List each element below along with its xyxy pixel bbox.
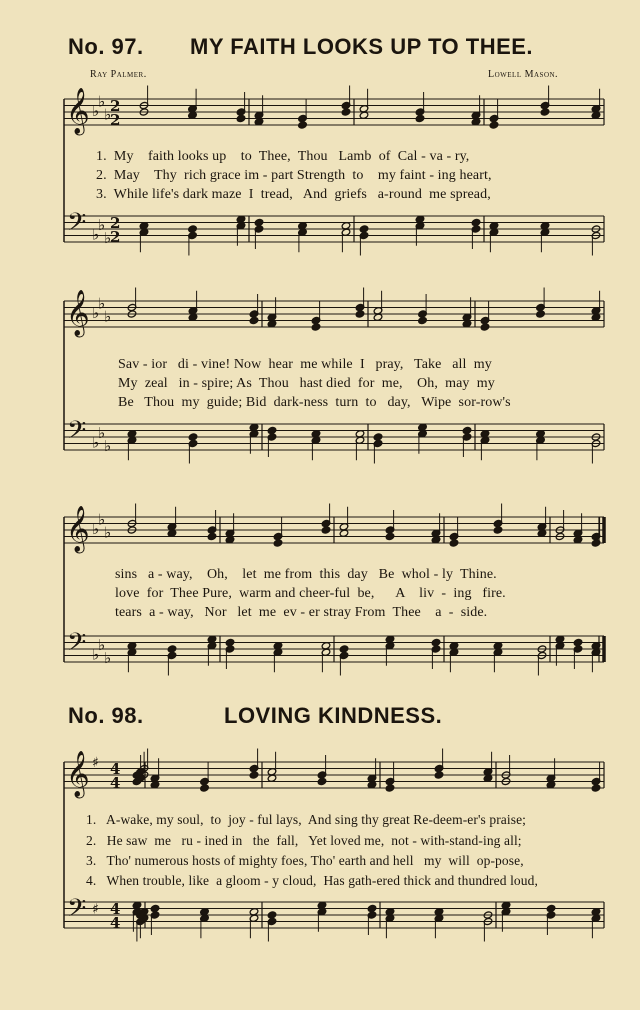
time-sig-bottom: 4 xyxy=(110,774,121,792)
bass-clef: 𝄢 xyxy=(67,416,87,451)
hymn-97-s2-verse-3: Be Thou my guide; Bid dark-ness turn to day, Wipe sor-row's xyxy=(118,395,511,410)
bass-note xyxy=(167,645,177,653)
hymn-97-s2-verse-1: Sav - ior di - vine! Now hear me while I pray, Take all my xyxy=(118,357,492,372)
treble-note xyxy=(132,777,142,785)
treble-note xyxy=(317,777,327,785)
treble-note xyxy=(385,784,395,792)
bass-note xyxy=(546,904,556,912)
bass-note xyxy=(462,426,472,434)
treble-note xyxy=(434,771,444,779)
bass-note xyxy=(267,426,277,434)
flat-sign: ♭ xyxy=(92,304,100,322)
time-sig-bottom: 2 xyxy=(110,111,121,129)
hymn-97-s1-verse-2: 2. May Thy rich grace im - part Strength to my faint - ing heart, xyxy=(96,168,492,183)
flat-sign: ♭ xyxy=(92,433,100,452)
hymn-97-s2-verse-2: My zeal in - spire; As Thou hast died for me, Oh, may my xyxy=(118,376,495,391)
hymn-97-composer: Lowell Mason. xyxy=(488,69,559,80)
treble-note xyxy=(249,771,259,779)
flat-sign: ♭ xyxy=(98,635,106,654)
treble-note xyxy=(493,526,503,534)
flat-sign: ♭ xyxy=(92,102,100,120)
time-sig-top: 4 xyxy=(110,760,121,778)
bass-clef: 𝄢 xyxy=(67,208,87,243)
treble-note xyxy=(385,532,395,540)
treble-note xyxy=(249,316,259,324)
treble-note xyxy=(311,323,321,331)
treble-note xyxy=(355,310,365,318)
bass-note xyxy=(359,225,369,233)
treble-note xyxy=(207,532,217,540)
flat-sign: ♭ xyxy=(104,648,112,667)
time-sig-top: 2 xyxy=(110,214,121,232)
bass-note xyxy=(267,911,277,919)
flat-sign: ♭ xyxy=(104,105,112,124)
bass-note xyxy=(339,645,349,653)
bass-note xyxy=(225,638,235,646)
sharp-sign: ♯ xyxy=(92,901,99,918)
treble-note xyxy=(418,316,428,324)
time-sig-top: 2 xyxy=(110,97,121,115)
treble-note xyxy=(273,539,283,547)
treble-note xyxy=(489,121,499,129)
bass-note xyxy=(150,904,160,912)
bass-clef: 𝄢 xyxy=(67,894,87,929)
treble-note xyxy=(591,784,601,792)
hymn-98-number: No. 98. xyxy=(68,703,144,728)
time-sig-bottom: 4 xyxy=(110,914,121,932)
treble-note xyxy=(341,108,351,116)
flat-sign: ♭ xyxy=(104,228,112,247)
treble-clef: 𝄞 xyxy=(66,751,90,797)
treble-note xyxy=(415,114,425,122)
bass-note xyxy=(573,638,583,646)
flat-sign: ♭ xyxy=(98,510,106,529)
treble-clef: 𝄞 xyxy=(66,88,90,134)
flat-sign: ♭ xyxy=(98,92,106,111)
bass-note xyxy=(254,218,264,226)
treble-clef: 𝄞 xyxy=(66,506,90,552)
bass-note xyxy=(431,638,441,646)
hymn-97-number: No. 97. xyxy=(68,34,144,59)
treble-note xyxy=(480,323,490,331)
flat-sign: ♭ xyxy=(104,436,112,455)
time-sig-top: 4 xyxy=(110,900,121,918)
hymn-97-s1-verse-3: 3. While life's dark maze I tread, And griefs a-round me spread, xyxy=(96,187,491,202)
bass-note xyxy=(188,433,198,441)
flat-sign: ♭ xyxy=(92,645,100,664)
bass-note xyxy=(188,225,198,233)
flat-sign: ♭ xyxy=(98,294,106,313)
treble-note xyxy=(321,526,331,534)
hymn-98-verse-1: 1. A-wake, my soul, to joy - ful lays, And sing thy great Re-deem-er's praise; xyxy=(86,812,527,827)
hymn-97-title: MY FAITH LOOKS UP TO THEE. xyxy=(190,34,534,59)
flat-sign: ♭ xyxy=(104,523,112,542)
hymn-98-verse-2: 2. He saw me ru - ined in the fall, Yet loved me, not - with-stand-ing all; xyxy=(86,833,522,848)
hymn-97-s3-verse-2: love for Thee Pure, warm and cheer-ful be, A liv - ing fire. xyxy=(115,586,506,601)
bass-note xyxy=(367,904,377,912)
flat-sign: ♭ xyxy=(98,423,106,442)
hymn-98-verse-3: 3. Tho' numerous hosts of mighty foes, Tho' earth and hell my will op-pose, xyxy=(86,853,524,868)
bass-note xyxy=(373,433,383,441)
hymn-98-verse-4: 4. When trouble, like a gloom - y cloud, Has gath-ered thick and thundred loud, xyxy=(86,873,538,888)
hymn-97-s3-verse-1: sins a - way, Oh, let me from this day Be whol - ly Thine. xyxy=(115,567,497,582)
treble-note xyxy=(200,784,210,792)
flat-sign: ♭ xyxy=(104,307,112,326)
hymn-97-author: Ray Palmer. xyxy=(90,69,147,80)
treble-note xyxy=(591,539,601,547)
hymn-98-title: LOVING KINDNESS. xyxy=(224,703,443,728)
hymn-97-s1-verse-1: 1. My faith looks up to Thee, Thou Lamb of Cal - va - ry, xyxy=(96,149,470,164)
treble-note xyxy=(236,114,246,122)
sharp-sign: ♯ xyxy=(92,755,99,771)
flat-sign: ♭ xyxy=(92,520,100,538)
bass-clef: 𝄢 xyxy=(67,628,87,663)
bass-note xyxy=(471,218,481,226)
treble-clef: 𝄞 xyxy=(66,290,90,336)
treble-note xyxy=(536,310,546,318)
treble-note xyxy=(298,121,308,129)
treble-note xyxy=(540,108,550,116)
flat-sign: ♭ xyxy=(98,215,106,234)
treble-note xyxy=(449,539,459,547)
time-sig-bottom: 2 xyxy=(110,228,121,246)
hymn-97-s3-verse-3: tears a - way, Nor let me ev - er stray From Thee a - side. xyxy=(115,605,488,620)
flat-sign: ♭ xyxy=(92,225,100,244)
